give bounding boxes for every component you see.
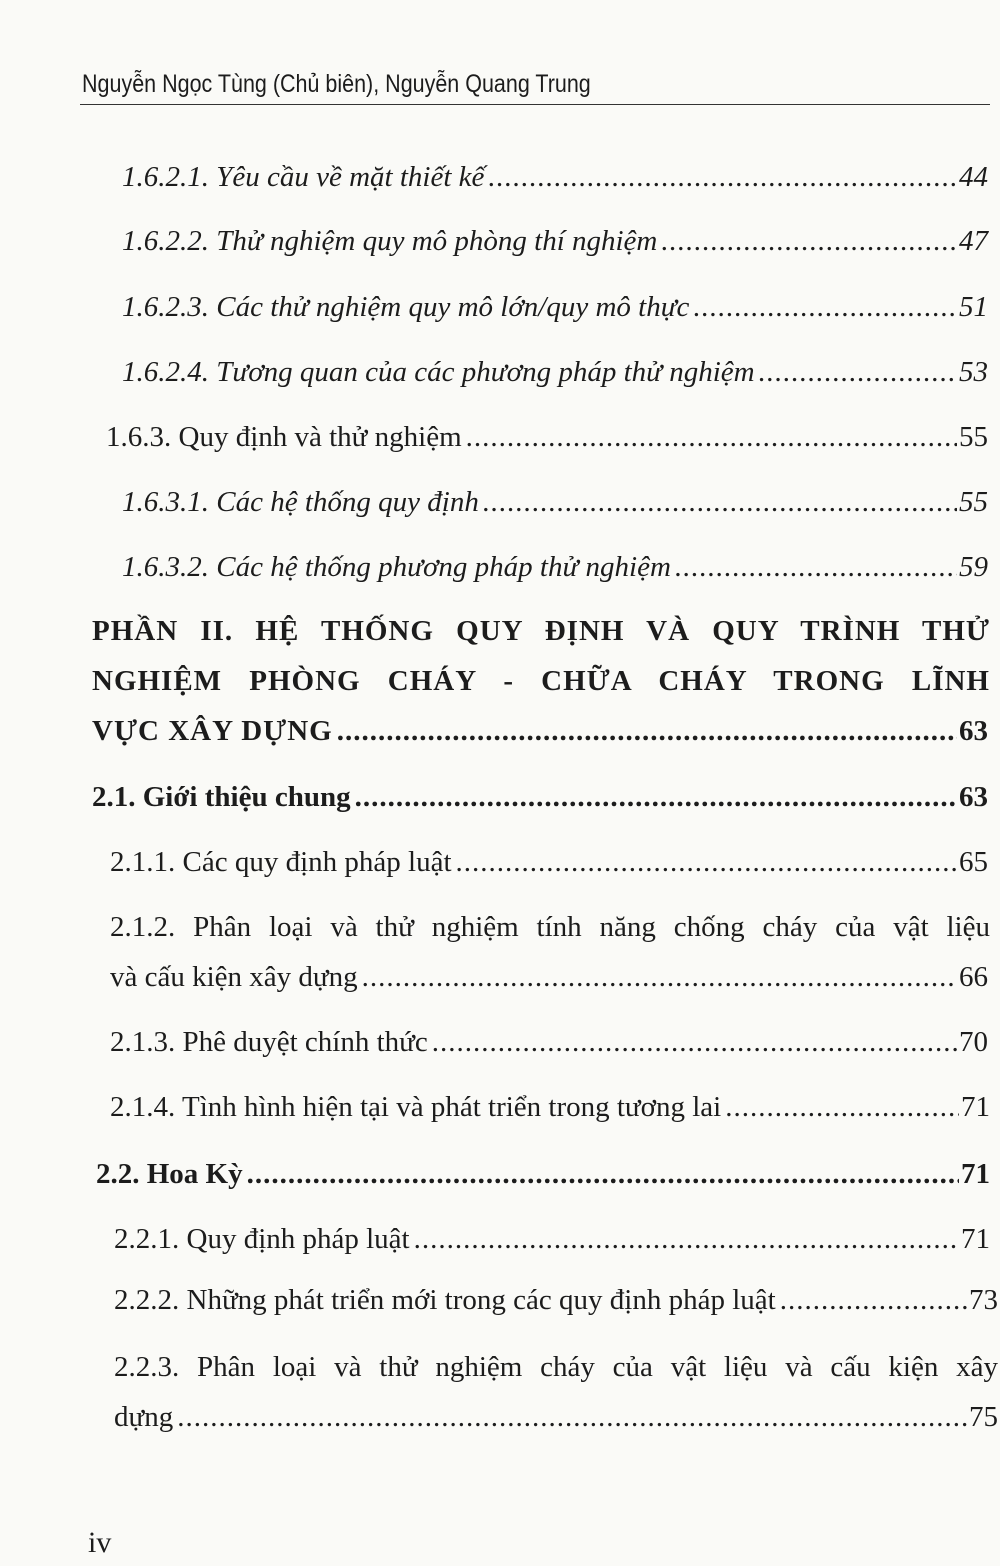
toc-entry-page: 75 <box>969 1401 998 1433</box>
toc-entry-label: và cấu kiện xây dựng <box>110 961 358 993</box>
dot-leader <box>456 845 957 880</box>
toc-entry-page: 53 <box>959 356 988 388</box>
toc-entry-page: 55 <box>959 486 988 518</box>
dot-leader <box>247 1157 959 1192</box>
toc-entry-page: 73 <box>969 1284 998 1316</box>
dot-leader <box>337 714 957 749</box>
toc-entry-label: 2.2.1. Quy định pháp luật <box>114 1223 410 1255</box>
dot-leader <box>177 1400 967 1435</box>
toc-entry-2-2-2[interactable] <box>114 1283 998 1318</box>
part-2-title-line-1: PHẦN II. HỆ THỐNG QUY ĐỊNH VÀ QUY TRÌNH THỬ <box>92 615 990 647</box>
page-number: iv <box>88 1526 112 1559</box>
toc-entry-label: 2.1. Giới thiệu chung <box>92 781 351 813</box>
toc-entry-label: 1.6.3. Quy định và thử nghiệm <box>106 421 462 453</box>
toc-entry-page: 47 <box>959 225 988 257</box>
toc-entry-page: 51 <box>959 291 988 323</box>
dot-leader <box>725 1090 959 1125</box>
toc-entry-page: 70 <box>959 1026 988 1058</box>
toc-entry-1-6-2-1[interactable] <box>122 160 988 195</box>
dot-leader <box>661 224 957 259</box>
dot-leader <box>355 780 957 815</box>
toc-entry-page: 55 <box>959 421 988 453</box>
toc-entry-label: 1.6.2.2. Thử nghiệm quy mô phòng thí nghiệm <box>122 225 658 257</box>
toc-entry-2-2-1[interactable] <box>114 1222 990 1257</box>
dot-leader <box>362 960 957 995</box>
toc-entry-label: 2.2. Hoa Kỳ <box>96 1158 243 1190</box>
toc-entry-2-2[interactable] <box>96 1157 990 1192</box>
toc-entry-1-6-2-3[interactable] <box>122 290 988 325</box>
toc-entry-1-6-2-2[interactable] <box>122 224 988 259</box>
dot-leader <box>780 1283 967 1318</box>
dot-leader <box>488 160 957 195</box>
toc-entry-page: 63 <box>959 781 988 813</box>
dot-leader <box>414 1222 959 1257</box>
toc-entry-label: 2.2.2. Những phát triển mới trong các quy định pháp luật <box>114 1284 776 1316</box>
toc-entry-2-2-3-line-1: 2.2.3. Phân loại và thử nghiệm cháy của vật liệu và cấu kiện xây <box>114 1351 998 1383</box>
toc-entry-2-1-4[interactable] <box>110 1090 990 1125</box>
toc-entry-label: 2.1.1. Các quy định pháp luật <box>110 846 452 878</box>
toc-entry-1-6-3-2[interactable] <box>122 550 988 585</box>
toc-entry-label: 2.1.3. Phê duyệt chính thức <box>110 1026 428 1058</box>
toc-entry-page: 66 <box>959 961 988 993</box>
toc-entry-part-2[interactable] <box>92 714 988 749</box>
toc-entry-2-1-1[interactable] <box>110 845 988 880</box>
header-rule <box>80 104 990 105</box>
toc-entry-1-6-2-4[interactable] <box>122 355 988 390</box>
toc-entry-label: 1.6.2.3. Các thử nghiệm quy mô lớn/quy mô thực <box>122 291 690 323</box>
toc-entry-page: 44 <box>959 161 988 193</box>
toc-entry-label: 1.6.3.1. Các hệ thống quy định <box>122 486 479 518</box>
toc-entry-page: 59 <box>959 551 988 583</box>
toc-entry-2-1-2[interactable] <box>110 960 988 995</box>
dot-leader <box>466 420 957 455</box>
toc-entry-label: 1.6.2.4. Tương quan của các phương pháp thử nghiệm <box>122 356 755 388</box>
toc-entry-1-6-3[interactable] <box>106 420 988 455</box>
toc-entry-label: VỰC XÂY DỰNG <box>92 715 333 747</box>
toc-entry-2-1-2-line-1: 2.1.2. Phân loại và thử nghiệm tính năng chống cháy của vật liệu <box>110 911 990 943</box>
toc-entry-page: 71 <box>961 1091 990 1123</box>
dot-leader <box>483 485 957 520</box>
toc-entry-label: 1.6.2.1. Yêu cầu về mặt thiết kế <box>122 161 485 193</box>
toc-entry-label: dựng <box>114 1401 174 1433</box>
toc-entry-page: 65 <box>959 846 988 878</box>
toc-entry-2-1-3[interactable] <box>110 1025 988 1060</box>
part-2-title-line-2: NGHIỆM PHÒNG CHÁY - CHỮA CHÁY TRONG LĨNH <box>92 665 990 697</box>
dot-leader <box>675 550 957 585</box>
dot-leader <box>432 1025 957 1060</box>
running-header-authors: Nguyễn Ngọc Tùng (Chủ biên), Nguyễn Quang Trung <box>82 70 591 98</box>
toc-entry-page: 63 <box>959 715 988 747</box>
toc-entry-1-6-3-1[interactable] <box>122 485 988 520</box>
toc-entry-2-1[interactable] <box>92 780 988 815</box>
dot-leader <box>693 290 957 325</box>
toc-entry-label: 2.1.4. Tình hình hiện tại và phát triển trong tương lai <box>110 1091 722 1123</box>
toc-entry-page: 71 <box>961 1158 990 1190</box>
toc-entry-label: 1.6.3.2. Các hệ thống phương pháp thử nghiệm <box>122 551 671 583</box>
toc-entry-page: 71 <box>961 1223 990 1255</box>
dot-leader <box>759 355 957 390</box>
toc-entry-2-2-3[interactable] <box>114 1400 998 1435</box>
